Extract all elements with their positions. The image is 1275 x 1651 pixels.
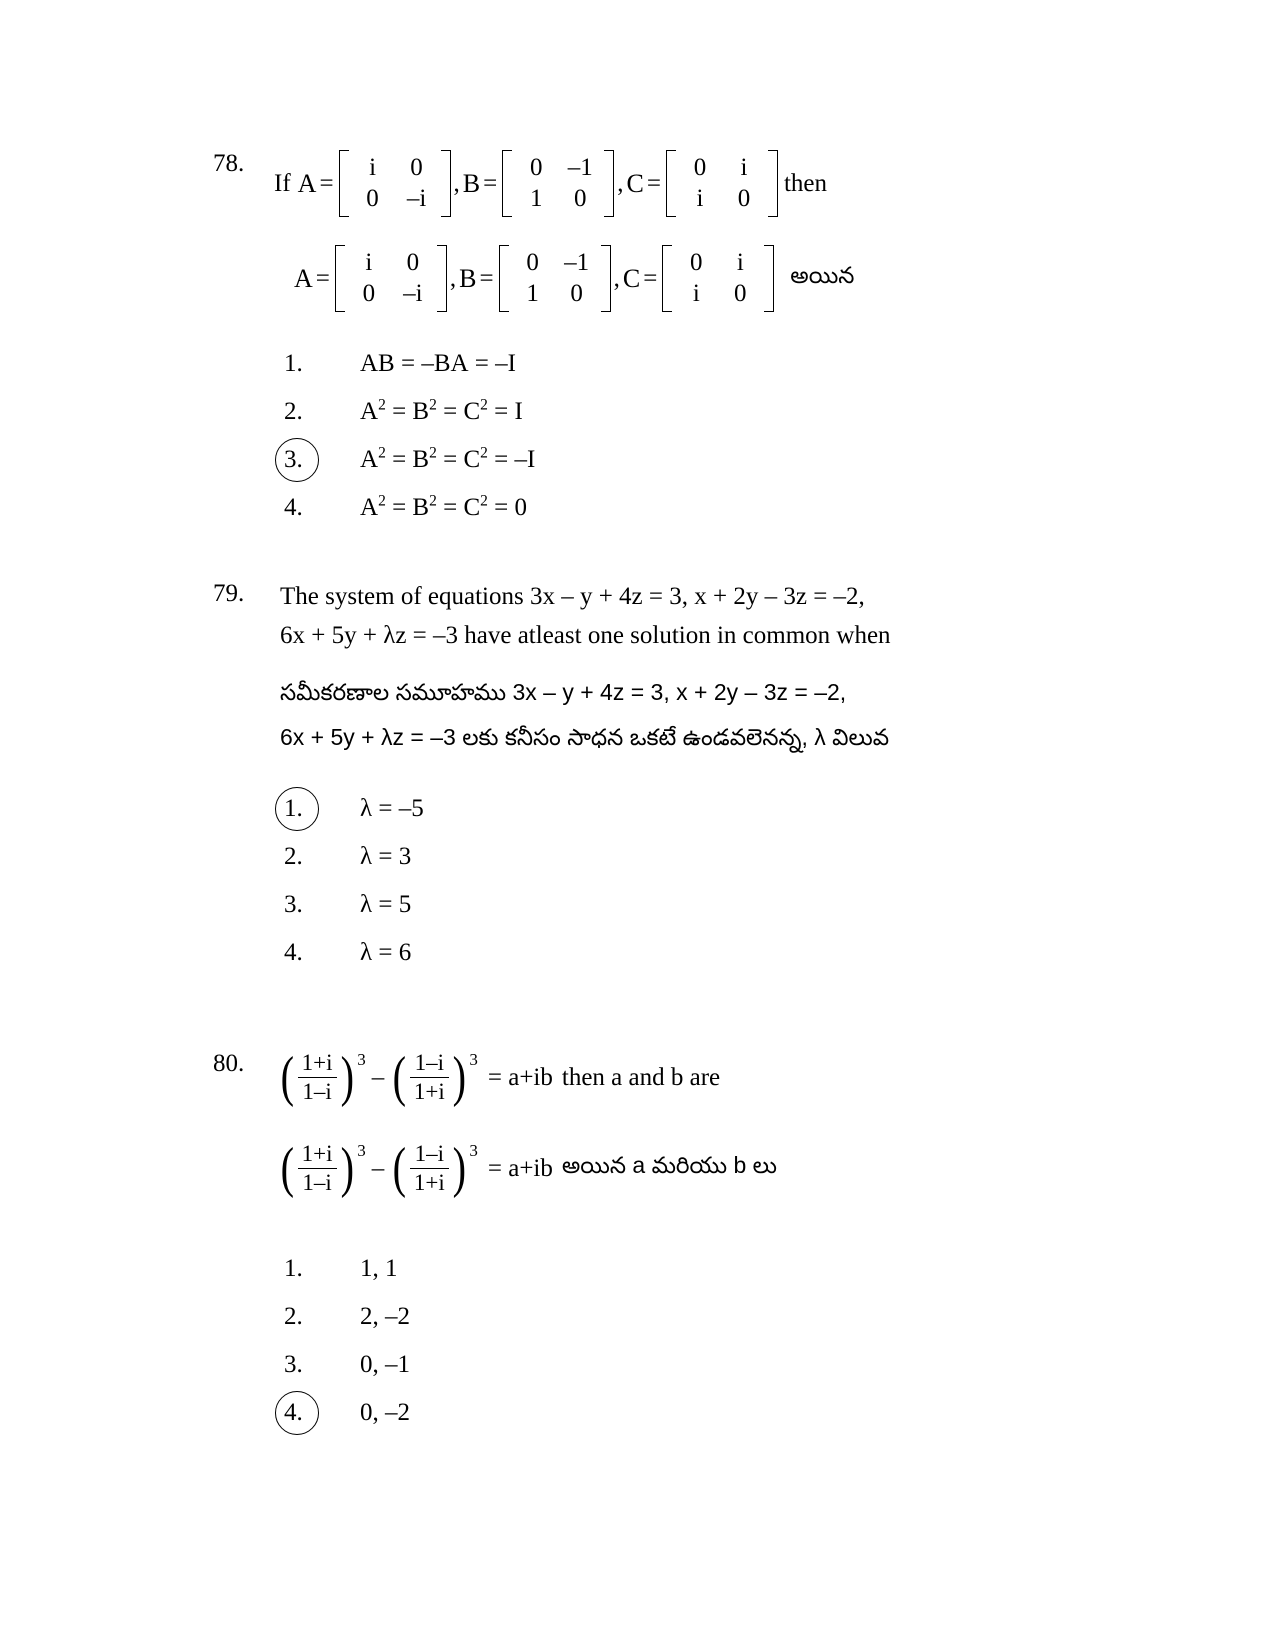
matrix-b-te-cells <box>509 245 601 312</box>
question-79-options <box>280 785 424 977</box>
matrix-cell: 0 <box>690 249 703 276</box>
fraction-numerator: 1–i <box>414 1141 444 1166</box>
paren-right: ) <box>340 1045 354 1108</box>
matrix-row <box>351 184 439 215</box>
matrix-a-te-cells <box>345 245 437 312</box>
option-3-marker[interactable] <box>280 1351 344 1379</box>
option-number: 4. <box>284 939 303 966</box>
question-78-english-line <box>274 150 1180 217</box>
matrix-cell: 0 <box>406 249 420 276</box>
bracket-right <box>764 245 774 312</box>
question-80-english-tail: then a and b are <box>561 1063 721 1091</box>
paren-right: ) <box>452 1045 466 1108</box>
comma: , <box>449 264 457 292</box>
question-78-telugu-tail: అయిన <box>790 262 855 288</box>
fraction-numerator: 1–i <box>414 1050 444 1075</box>
matrix-a-label: A <box>297 168 317 198</box>
matrix-cell: i <box>369 154 377 181</box>
option-number: 2. <box>284 843 303 870</box>
option-1-text: AB = –BA = –I <box>360 350 516 377</box>
bracket-right <box>604 150 614 217</box>
bracket-left <box>335 245 345 312</box>
option-4-text: $A^2 = B^2 = C^2 = 0$ <box>360 492 527 521</box>
matrix-row <box>347 248 435 279</box>
matrix-cell: 0 <box>362 279 376 307</box>
matrix-cell: 0 <box>410 154 423 181</box>
bracket-right <box>437 245 447 312</box>
question-79-number: 79. <box>213 580 245 607</box>
option-number: 1. <box>284 795 303 822</box>
question-78-number: 78. <box>213 150 245 177</box>
matrix-cell: 0 <box>526 249 539 276</box>
option-3-marker[interactable] <box>280 446 344 474</box>
matrix-cell: 1 <box>526 279 539 307</box>
option-number: 3. <box>284 446 303 473</box>
matrix-c-te-cells <box>672 245 764 312</box>
fraction-1-te <box>298 1141 337 1196</box>
matrix-row <box>347 279 435 310</box>
matrix-cell: 0 <box>574 184 587 212</box>
matrix-row <box>511 279 599 310</box>
option-4-marker[interactable] <box>280 494 344 522</box>
option-1[interactable] <box>280 340 535 388</box>
option-2-text: $A^2 = B^2 = C^2 = I$ <box>360 396 523 425</box>
matrix-a-te <box>335 245 447 312</box>
fraction-denominator: 1–i <box>298 1077 337 1105</box>
exponent: 3 <box>357 1049 366 1069</box>
paren-left: ( <box>280 1136 295 1199</box>
question-78-lead: If <box>274 169 291 197</box>
matrix-cell: i <box>365 249 373 276</box>
matrix-row <box>514 153 602 184</box>
option-1[interactable] <box>280 1245 410 1293</box>
paren-group-1 <box>278 1045 366 1108</box>
matrix-cell: 1 <box>530 184 543 212</box>
bracket-left <box>339 150 349 217</box>
comma: , <box>613 264 620 292</box>
option-1-text: 1, 1 <box>360 1255 398 1282</box>
minus-operator: – <box>371 1154 385 1182</box>
matrix-c <box>666 150 778 217</box>
matrix-cell: –1 <box>564 249 590 276</box>
matrix-row <box>351 153 439 184</box>
matrix-b-label-te: B <box>459 263 477 293</box>
question-79-telugu-line-2: 6x + 5y + λz = –3 లకు కనీసం సాధన ఒకటే ఉండవలెనన్న, λ విలువ <box>280 723 890 750</box>
option-3-marker[interactable] <box>280 891 344 919</box>
matrix-cell: 0 <box>366 184 379 212</box>
option-2[interactable] <box>280 833 424 881</box>
matrix-b-cells <box>512 150 604 217</box>
option-2-text: λ = 3 <box>360 843 412 870</box>
option-3[interactable] <box>280 436 535 484</box>
matrix-cell: i <box>692 279 700 307</box>
option-number: 3. <box>284 1351 303 1378</box>
matrix-row <box>674 248 762 279</box>
question-80-telugu-expression <box>278 1136 1180 1199</box>
paren-right: ) <box>340 1136 354 1199</box>
matrix-cell: –i <box>403 279 423 307</box>
question-79-english-line-1: The system of equations 3x – y + 4z = 3, x + 2y – 3z = –2, <box>280 583 865 610</box>
expression-result-te: = a+ib <box>487 1154 553 1182</box>
matrix-cell: i <box>740 154 748 181</box>
question-79-english-line-2: 6x + 5y + λz = –3 have atleast one solution in common when <box>280 621 891 649</box>
bracket-left <box>499 245 509 312</box>
option-4[interactable] <box>280 929 424 977</box>
option-number: 1. <box>284 1255 303 1282</box>
option-4-marker[interactable] <box>280 1399 344 1427</box>
option-2-marker[interactable] <box>280 398 344 426</box>
option-3-text: λ = 5 <box>360 891 412 918</box>
matrix-a-cells <box>349 150 441 217</box>
expression-result: = a+ib <box>487 1063 553 1091</box>
option-2-marker[interactable] <box>280 1303 344 1331</box>
option-3[interactable] <box>280 881 424 929</box>
matrix-cell: 0 <box>734 279 747 307</box>
matrix-row <box>678 184 766 215</box>
matrix-cell: i <box>696 184 704 212</box>
option-number: 3. <box>284 891 303 918</box>
matrix-cell: –i <box>406 184 427 212</box>
paren-left: ( <box>392 1136 407 1199</box>
matrix-row <box>511 248 599 279</box>
question-79-body <box>280 580 1180 753</box>
paren-group-1-te <box>278 1136 366 1199</box>
matrix-b-label: B <box>462 168 481 198</box>
question-78-tail: then <box>783 169 827 197</box>
option-1-marker[interactable] <box>280 1255 344 1283</box>
matrix-c-label: C <box>626 168 644 198</box>
option-3-text: $A^2 = B^2 = C^2 = -I$ <box>360 444 536 473</box>
question-80-number: 80. <box>213 1050 245 1077</box>
comma: , <box>617 169 624 197</box>
fraction-numerator: 1+i <box>301 1141 333 1166</box>
option-2[interactable] <box>280 1293 410 1341</box>
question-78-options <box>280 340 535 532</box>
paren-left: ( <box>392 1045 407 1108</box>
fraction-2 <box>410 1050 449 1105</box>
bracket-right <box>441 150 451 217</box>
option-2-text: 2, –2 <box>360 1303 410 1330</box>
option-2-marker[interactable] <box>280 843 344 871</box>
equals-sign: = <box>643 264 658 292</box>
bracket-left <box>666 150 676 217</box>
matrix-row <box>678 153 766 184</box>
matrix-cell: 0 <box>693 154 707 181</box>
option-3[interactable] <box>280 1341 410 1389</box>
fraction-1 <box>298 1050 337 1105</box>
matrix-c-te <box>662 245 774 312</box>
equals-sign: = <box>479 264 494 292</box>
option-4[interactable] <box>280 1389 410 1437</box>
option-number: 4. <box>284 494 303 521</box>
matrix-cell: 0 <box>737 184 751 212</box>
option-1[interactable] <box>280 785 424 833</box>
matrix-row <box>674 279 762 310</box>
bracket-right <box>601 245 611 312</box>
equals-sign: = <box>646 169 661 197</box>
question-80-telugu-tail: అయిన a మరియు b లు <box>561 1152 777 1178</box>
paren-group-2 <box>390 1045 478 1108</box>
question-80-english-expression <box>278 1045 1180 1108</box>
fraction-denominator: 1+i <box>410 1168 449 1196</box>
matrix-cell: 0 <box>530 154 543 181</box>
paren-right: ) <box>452 1136 466 1199</box>
question-80-options <box>280 1245 410 1437</box>
option-4[interactable] <box>280 484 535 532</box>
fraction-denominator: 1+i <box>410 1077 449 1105</box>
bracket-left <box>662 245 672 312</box>
matrix-a <box>339 150 451 217</box>
bracket-right <box>768 150 778 217</box>
option-number: 2. <box>284 1303 303 1330</box>
exponent: 3 <box>357 1140 366 1160</box>
minus-operator: – <box>371 1063 385 1091</box>
option-1-text: λ = –5 <box>360 795 424 822</box>
equals-sign: = <box>483 169 498 197</box>
exponent: 3 <box>469 1140 478 1160</box>
option-number: 2. <box>284 398 303 425</box>
matrix-row <box>514 184 602 215</box>
equals-sign: = <box>315 264 330 292</box>
matrix-c-label-te: C <box>622 263 641 293</box>
fraction-denominator: 1–i <box>298 1168 337 1196</box>
option-1-marker[interactable] <box>280 795 344 823</box>
option-2[interactable] <box>280 388 535 436</box>
option-3-text: 0, –1 <box>360 1351 410 1378</box>
comma: , <box>453 169 460 197</box>
paren-group-2-te <box>390 1136 478 1199</box>
paren-left: ( <box>280 1045 295 1108</box>
option-number: 4. <box>284 1399 303 1426</box>
matrix-a-label-te: A <box>294 263 313 293</box>
matrix-cell: 0 <box>570 279 583 307</box>
bracket-left <box>502 150 512 217</box>
question-78-body <box>274 150 1180 312</box>
matrix-b-te <box>499 245 611 312</box>
question-79-telugu-line-1: సమీకరణాల సమూహము 3x – y + 4z = 3, x + 2y – 3z = –2, <box>280 678 847 705</box>
matrix-cell: i <box>736 249 744 276</box>
question-80-body <box>280 1045 1180 1199</box>
option-4-marker[interactable] <box>280 939 344 967</box>
fraction-2-te <box>410 1141 449 1196</box>
matrix-c-cells <box>676 150 768 217</box>
option-4-text: λ = 6 <box>360 939 412 966</box>
equals-sign: = <box>319 169 334 197</box>
question-78-telugu-line <box>294 245 1180 312</box>
matrix-b <box>502 150 614 217</box>
option-4-text: 0, –2 <box>360 1399 410 1426</box>
option-number: 1. <box>284 350 303 377</box>
matrix-cell: –1 <box>567 154 593 181</box>
exponent: 3 <box>469 1049 478 1069</box>
option-1-marker[interactable] <box>280 350 344 378</box>
fraction-numerator: 1+i <box>301 1050 333 1075</box>
